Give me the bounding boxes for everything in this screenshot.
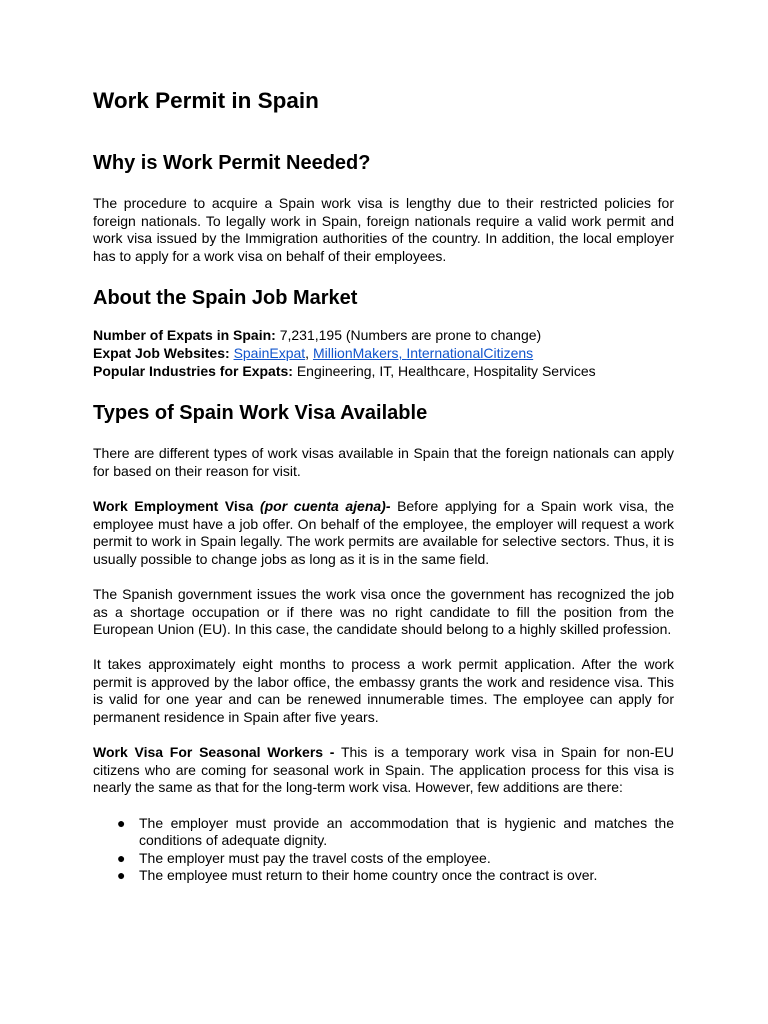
paragraph-employment-visa	[93, 498, 674, 568]
paragraph-visa-types-intro: There are different types of work visas available in Spain that the foreign nationals can apply for based on their reason for visit.	[93, 445, 674, 479]
bullet-icon: ●	[117, 867, 126, 884]
seasonal-requirements-list	[93, 815, 674, 885]
list-item-text: The employer must provide an accommodation that is hygienic and matches the conditions of adequate dignity.	[139, 814, 674, 849]
link-separator[interactable]: ,	[398, 344, 407, 361]
link-internationalcitizens[interactable]: InternationalCitizens	[406, 344, 534, 361]
fact-websites-label: Expat Job Websites:	[93, 344, 230, 361]
job-market-facts	[93, 327, 674, 380]
list-item	[93, 867, 674, 885]
link-millionmakers[interactable]: MillionMakers	[312, 344, 399, 361]
fact-industries	[93, 363, 674, 381]
heading-why-permit: Why is Work Permit Needed?	[93, 152, 371, 174]
page-title: Work Permit in Spain	[93, 88, 319, 113]
link-spainexpat[interactable]: SpainExpat	[233, 344, 306, 361]
fact-industries-value: Engineering, IT, Healthcare, Hospitality Services	[296, 362, 596, 379]
list-item-text: The employer must pay the travel costs of the employee.	[139, 849, 491, 866]
paragraph-government: The Spanish government issues the work visa once the government has recognized the job as a shortage occupation or if there was no right candidate to fill the position from the European Union (EU). In this case, the candidate should belong to a highly skilled profession.	[93, 585, 674, 638]
paragraph-seasonal-visa	[93, 744, 674, 797]
fact-expats-value: 7,231,195 (Numbers are prone to change)	[279, 327, 542, 344]
employment-visa-label-italic: (por cuenta ajena)-	[259, 497, 391, 514]
list-item	[93, 850, 674, 868]
heading-visa-types: Types of Spain Work Visa Available	[93, 402, 428, 425]
fact-expats-label: Number of Expats in Spain:	[93, 327, 276, 344]
document-page	[93, 84, 674, 885]
paragraph-processing-time: It takes approximately eight months to process a work permit application. After the work permit is approved by the labor office, the embassy grants the work and residence visa. This is valid for one year and can be renewed innumerable times. The employee can apply for permanent residence in Spain after five years.	[93, 656, 674, 726]
fact-websites: Expat Job Websites: SpainExpat, MillionMakers, InternationalCitizens	[93, 344, 534, 361]
paragraph-why-permit: The procedure to acquire a Spain work visa is lengthy due to their restricted policies for foreign nationals. To legally work in Spain, foreign nationals require a valid work permit and work visa issued by the Immigration authorities of the country. In addition, the local employer has to apply for a work visa on behalf of their employees.	[93, 195, 674, 264]
employment-visa-label: Work Employment Visa	[93, 497, 254, 514]
fact-expats	[93, 327, 674, 345]
list-item-text: The employee must return to their home country once the contract is over.	[139, 867, 598, 884]
bullet-icon: ●	[117, 849, 126, 866]
heading-job-market: About the Spain Job Market	[93, 287, 358, 310]
seasonal-visa-text: This is a temporary work visa in Spain for non-EU citizens who are coming for seasonal work in Spain. The application process for this visa is nearly the same as that for the long-term work visa. However, few additions are there:	[93, 744, 675, 796]
list-item	[93, 815, 674, 850]
bullet-icon: ●	[117, 814, 126, 831]
employment-visa-text: Before applying for a Spain work visa, the employee must have a job offer. On behalf of the employee, the employer will request a work permit to work in Spain legally. The work permits are available for selective sectors. Thus, it is usually possible to change jobs as long as it is in the same field.	[93, 497, 675, 567]
seasonal-visa-label: Work Visa For Seasonal Workers -	[93, 744, 335, 761]
fact-industries-label: Popular Industries for Expats:	[93, 362, 293, 379]
